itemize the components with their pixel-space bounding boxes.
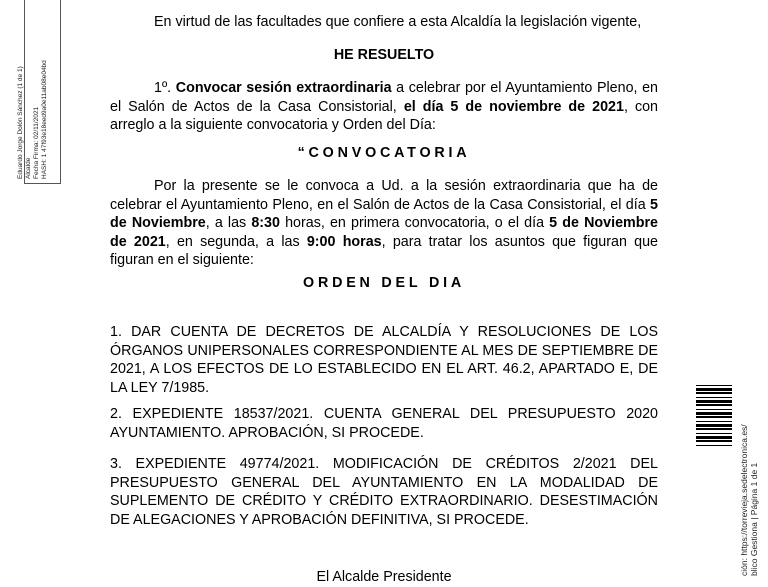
signer-name: Eduardo Jorge Dolón Sánchez (1 de 1): [16, 66, 24, 179]
convocatoria-heading: “CONVOCATORIA: [297, 145, 471, 161]
first-resolution-paragraph: 1º. Convocar sesión extraordinaria a celebrar por el Ayuntamiento Pleno, en el Salón de Actos de la Casa Consistorial, el día 5 de noviembre de 2021, con arreglo a la siguiente convocatoria y Orden del Día:: [110, 80, 659, 133]
signature-hash: HASH: 1 47f93e18eed9a0e11ab08e04bd: [40, 60, 48, 179]
verification-text: [739, 424, 759, 576]
verification-url: ción: https://torrevieja.sedelectronica.es/: [739, 424, 749, 576]
intro-paragraph: En virtud de las facultades que confiere a esta Alcaldía la legislación vigente,: [154, 14, 642, 30]
convocatoria-paragraph: Por la presente se le convoca a Ud. a la sesión extraordinaria que ha de celebrar el Ayuntamiento Pleno, en el Salón de Actos de la Casa Consistorial, el día 5 de Noviembre, a las 8:30 horas, en primera convocatoria, o el día 5 de Noviembre de 2021, en segunda, a las 9:00 horas, para tratar los asuntos que figuran que figuran en el siguiente:: [110, 178, 658, 268]
closing-signature-line: El Alcalde Presidente: [316, 569, 452, 585]
barcode-icon: [696, 385, 732, 447]
page-indicator: blico Gestiona | Página 1 de 1: [749, 462, 759, 576]
orden-del-dia-heading: ORDEN DEL DIA: [303, 275, 465, 291]
signature-text: [17, 60, 49, 179]
signature-stamp: [16, 0, 61, 184]
agenda-item: 1. DAR CUENTA DE DECRETOS DE ALCALDÍA Y RESOLUCIONES DE LOS ÓRGANOS UNIPERSONALES CORRESPONDIENTE AL MES DE SEPTIEMBRE DE 2021, A LOS EFECTOS DE LO ESTABLECIDO EN EL ART. 46.2, APARTADO E, DE LA LEY 7/1985.: [110, 324, 658, 396]
signature-date: Fecha Firma: 02/11/2021: [32, 106, 40, 179]
agenda-item: 3. EXPEDIENTE 49774/2021. MODIFICACIÓN DE CRÉDITOS 2/2021 DEL PRESUPUESTO GENERAL DEL AYUNTAMIENTO EN LA MODALIDAD DE SUPLEMENTO DE CRÉDITO Y CRÉDITO EXTRAORDINARIO. DESESTIMACIÓN DE ALEGACIONES Y APROBACIÓN DEFINITIVA, SI PROCEDE.: [110, 456, 658, 528]
agenda-item: 2. EXPEDIENTE 18537/2021. CUENTA GENERAL DEL PRESUPUESTO 2020 AYUNTAMIENTO. APROBACIÓN, SI PROCEDE.: [110, 406, 658, 441]
signer-role: Alcalde: [24, 157, 32, 179]
resolution-heading: HE RESUELTO: [333, 47, 435, 63]
